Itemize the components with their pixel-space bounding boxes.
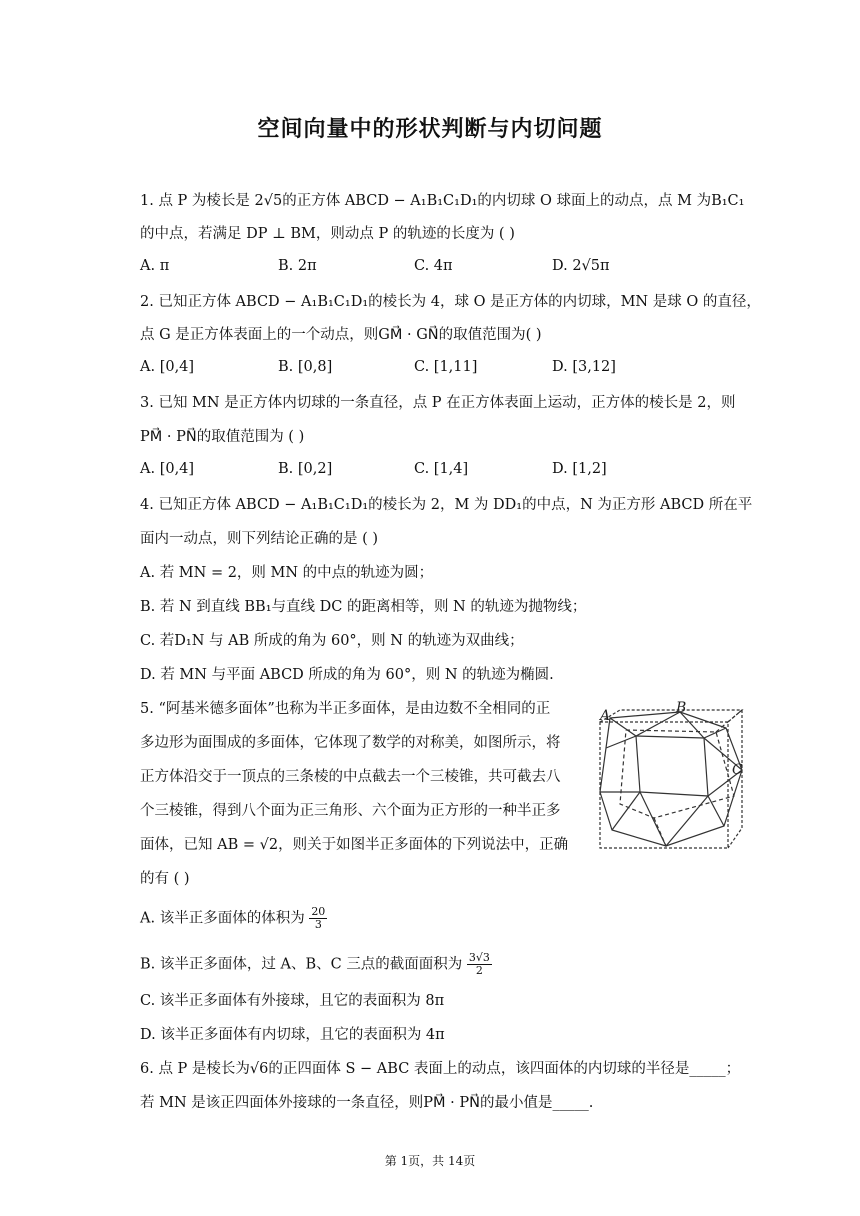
- q4-option-a: A. 若 MN = 2，则 MN 的中点的轨迹为圆；: [140, 565, 434, 581]
- q1-line1: 1. 点 P 为棱长是 2√5的正方体 ABCD − A₁B₁C₁D₁的内切球 O 球面上的动点，点 M 为B₁C₁: [140, 193, 745, 209]
- q1-option-c: C. 4π: [414, 258, 453, 274]
- q6-line2: 若 MN 是该正四面体外接球的一条直径，则PM⃗ · PN⃗的最小值是_____.: [140, 1095, 594, 1111]
- fraction-denominator: 2: [475, 964, 483, 977]
- q5-option-d: D. 该半正多面体有内切球，且它的表面积为 4π: [140, 1027, 445, 1043]
- q5-line1: 5. “阿基米德多面体”也称为半正多面体，是由边数不全相同的正: [140, 701, 551, 717]
- q4-option-d: D. 若 MN 与平面 ABCD 所成的角为 60°，则 N 的轨迹为椭圆.: [140, 667, 554, 683]
- q1-option-d: D. 2√5π: [552, 258, 610, 274]
- q2-option-d: D. [3,12]: [552, 359, 616, 375]
- fraction-numerator: 3√3: [468, 951, 490, 964]
- q3-option-c: C. [1,4]: [414, 461, 469, 477]
- q2-line2: 点 G 是正方体表面上的一个动点，则GM⃗ · GN⃗的取值范围为( ): [140, 327, 542, 343]
- q5-line6: 的有 ( ): [140, 871, 190, 887]
- q5-option-b-text: B. 该半正多面体，过 A、B、C 三点的截面面积为: [140, 956, 463, 973]
- q5-line4: 个三棱锥，得到八个面为正三角形、六个面为正方形的一种半正多: [140, 803, 561, 819]
- q6-line1: 6. 点 P 是棱长为√6的正四面体 S − ABC 表面上的动点，该四面体的内切球的半径是_____；: [140, 1061, 741, 1077]
- polyhedron-figure: [596, 700, 748, 852]
- q3-option-b: B. [0,2]: [278, 461, 333, 477]
- q5-option-b: [140, 952, 492, 977]
- q1-option-a: A. π: [140, 258, 170, 274]
- q4-line2: 面内一动点，则下列结论正确的是 ( ): [140, 531, 379, 547]
- q5-line3: 正方体沿交于一顶点的三条棱的中点截去一个三棱锥，共可截去八: [140, 769, 561, 785]
- q2-option-a: A. [0,4]: [140, 359, 195, 375]
- q2-line1: 2. 已知正方体 ABCD − A₁B₁C₁D₁的棱长为 4，球 O 是正方体的内切球，MN 是球 O 的直径，: [140, 294, 761, 310]
- q5-option-a-fraction: [309, 906, 327, 931]
- figure-label-b: B: [676, 700, 687, 716]
- figure-label-c: C: [732, 762, 743, 778]
- page-title: 空间向量中的形状判断与内切问题: [257, 117, 603, 142]
- q5-option-a-text: A. 该半正多面体的体积为: [140, 910, 305, 927]
- q2-option-c: C. [1,11]: [414, 359, 478, 375]
- q4-option-b: B. 若 N 到直线 BB₁与直线 DC 的距离相等，则 N 的轨迹为抛物线；: [140, 599, 587, 615]
- q5-option-b-fraction: [467, 952, 492, 977]
- q5-option-a: [140, 906, 327, 931]
- page-footer: 第 1页，共 14页: [384, 1154, 476, 1168]
- q1-option-b: B. 2π: [278, 258, 317, 274]
- fraction-numerator: 20: [311, 905, 326, 918]
- q4-line1: 4. 已知正方体 ABCD − A₁B₁C₁D₁的棱长为 2，M 为 DD₁的中点，N 为正方形 ABCD 所在平: [140, 497, 753, 513]
- q3-option-a: A. [0,4]: [140, 461, 195, 477]
- q4-option-c: C. 若D₁N 与 AB 所成的角为 60°，则 N 的轨迹为双曲线；: [140, 633, 524, 649]
- q2-option-b: B. [0,8]: [278, 359, 333, 375]
- figure-label-a: A: [600, 708, 611, 724]
- q3-line1: 3. 已知 MN 是正方体内切球的一条直径，点 P 在正方体表面上运动，正方体的棱长是 2，则: [140, 395, 736, 411]
- q5-line5: 面体，已知 AB = √2，则关于如图半正多面体的下列说法中，正确: [140, 837, 569, 853]
- q3-option-d: D. [1,2]: [552, 461, 607, 477]
- fraction-denominator: 3: [314, 918, 322, 931]
- q1-line2: 的中点，若满足 DP ⊥ BM，则动点 P 的轨迹的长度为 ( ): [140, 226, 515, 242]
- q5-line2: 多边形为面围成的多面体，它体现了数学的对称美，如图所示，将: [140, 735, 561, 751]
- q5-option-c: C. 该半正多面体有外接球，且它的表面积为 8π: [140, 993, 445, 1009]
- q3-line2: PM⃗ · PN⃗的取值范围为 ( ): [140, 429, 305, 445]
